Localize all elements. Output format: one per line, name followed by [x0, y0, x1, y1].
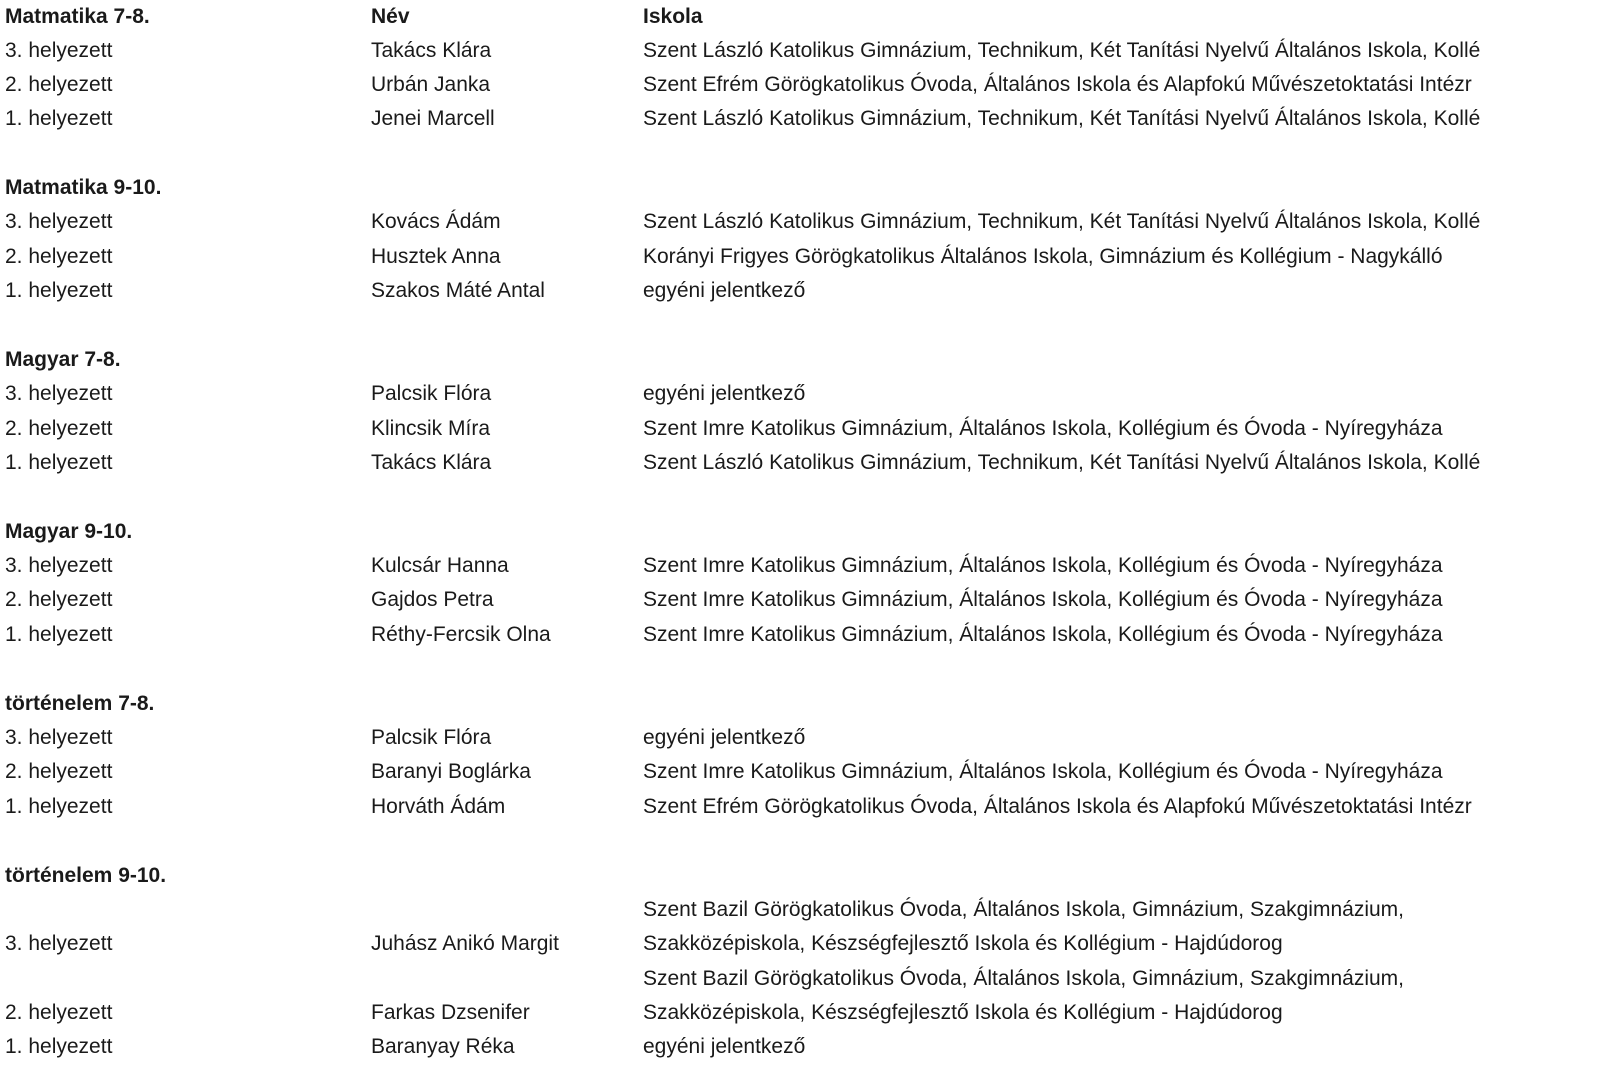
school-name: Szent Imre Katolikus Gimnázium, Általános Iskola, Kollégium és Óvoda - Nyíregyháza — [643, 417, 1443, 440]
table-row — [0, 996, 1600, 1030]
table-row — [0, 446, 1600, 480]
student-name: Horváth Ádám — [371, 795, 506, 818]
place-label: 1. helyezett — [5, 623, 113, 646]
school-name: Szent László Katolikus Gimnázium, Technikum, Két Tanítási Nyelvű Általános Iskola, Kollé — [643, 39, 1481, 62]
place-label: 3. helyezett — [5, 39, 113, 62]
place-label: 2. helyezett — [5, 1001, 113, 1024]
student-name: Takács Klára — [371, 451, 492, 474]
place-label: 2. helyezett — [5, 245, 113, 268]
school-name: Szent Efrém Görögkatolikus Óvoda, Általános Iskola és Alapfokú Művészetoktatási Intézr — [643, 795, 1472, 818]
table-row — [0, 102, 1600, 136]
place-label: 1. helyezett — [5, 1035, 113, 1058]
table-row — [0, 274, 1600, 308]
place-label: 2. helyezett — [5, 588, 113, 611]
table-row — [0, 583, 1600, 617]
table-row — [0, 68, 1600, 102]
place-label: 1. helyezett — [5, 107, 113, 130]
place-label: 3. helyezett — [5, 210, 113, 233]
student-name: Klincsik Míra — [371, 417, 491, 440]
student-name: Urbán Janka — [371, 73, 491, 96]
table-row — [0, 205, 1600, 239]
student-name: Juhász Anikó Margit — [371, 932, 559, 955]
table-row — [0, 1030, 1600, 1064]
school-name: Szent László Katolikus Gimnázium, Technikum, Két Tanítási Nyelvű Általános Iskola, Kollé — [643, 107, 1481, 130]
student-name: Kulcsár Hanna — [371, 554, 509, 577]
section-title: Magyar 7-8. — [5, 348, 121, 371]
section-title: Matmatika 9-10. — [5, 176, 162, 199]
section-title-row — [0, 687, 1600, 721]
school-line-row — [0, 962, 1600, 996]
student-name: Baranyay Réka — [371, 1035, 515, 1058]
place-label: 2. helyezett — [5, 73, 113, 96]
place-label: 3. helyezett — [5, 382, 113, 405]
student-name: Kovács Ádám — [371, 210, 501, 233]
school-name: Szent László Katolikus Gimnázium, Technikum, Két Tanítási Nyelvű Általános Iskola, Kollé — [643, 210, 1481, 233]
student-name: Baranyi Boglárka — [371, 760, 531, 783]
table-row — [0, 549, 1600, 583]
student-name: Farkas Dzsenifer — [371, 1001, 530, 1024]
student-name: Takács Klára — [371, 39, 492, 62]
school-name: Szent Imre Katolikus Gimnázium, Általános Iskola, Kollégium és Óvoda - Nyíregyháza — [643, 623, 1443, 646]
section-title: történelem 7-8. — [5, 692, 155, 715]
table-row — [0, 412, 1600, 446]
student-name: Szakos Máté Antal — [371, 279, 545, 302]
school-name: Korányi Frigyes Görögkatolikus Általános Iskola, Gimnázium és Kollégium - Nagykálló — [643, 245, 1443, 268]
section-title: Magyar 9-10. — [5, 520, 133, 543]
column-header-name: Név — [371, 5, 410, 28]
student-name: Réthy-Fercsik Olna — [371, 623, 551, 646]
place-label: 2. helyezett — [5, 760, 113, 783]
table-row — [0, 721, 1600, 755]
place-label: 1. helyezett — [5, 279, 113, 302]
student-name: Palcsik Flóra — [371, 726, 492, 749]
school-name: Szent Imre Katolikus Gimnázium, Általános Iskola, Kollégium és Óvoda - Nyíregyháza — [643, 588, 1443, 611]
school-name: Szent Imre Katolikus Gimnázium, Általános Iskola, Kollégium és Óvoda - Nyíregyháza — [643, 554, 1443, 577]
table-row — [0, 790, 1600, 824]
section-title-row — [0, 515, 1600, 549]
section-title-row — [0, 171, 1600, 205]
table-row — [0, 618, 1600, 652]
place-label: 2. helyezett — [5, 417, 113, 440]
table-row — [0, 240, 1600, 274]
header-row — [0, 0, 1600, 34]
place-label: 3. helyezett — [5, 554, 113, 577]
section-title: történelem 9-10. — [5, 864, 167, 887]
student-name: Gajdos Petra — [371, 588, 494, 611]
school-name: Szent Imre Katolikus Gimnázium, Általános Iskola, Kollégium és Óvoda - Nyíregyháza — [643, 760, 1443, 783]
column-header-school: Iskola — [643, 5, 703, 28]
school-name: Szent László Katolikus Gimnázium, Technikum, Két Tanítási Nyelvű Általános Iskola, Kollé — [643, 451, 1481, 474]
school-name: egyéni jelentkező — [643, 1035, 806, 1058]
student-name: Palcsik Flóra — [371, 382, 492, 405]
school-name-line1: Szent Bazil Görögkatolikus Óvoda, Általános Iskola, Gimnázium, Szakgimnázium, — [643, 898, 1404, 921]
school-name-line2: Szakközépiskola, Készségfejlesztő Iskola és Kollégium - Hajdúdorog — [643, 1001, 1283, 1024]
school-name-line1: Szent Bazil Görögkatolikus Óvoda, Általános Iskola, Gimnázium, Szakgimnázium, — [643, 967, 1404, 990]
place-label: 1. helyezett — [5, 795, 113, 818]
table-row — [0, 755, 1600, 789]
table-row — [0, 34, 1600, 68]
place-label: 1. helyezett — [5, 451, 113, 474]
section-title-row — [0, 859, 1600, 893]
school-name: egyéni jelentkező — [643, 382, 806, 405]
section-title-row — [0, 343, 1600, 377]
student-name: Jenei Marcell — [371, 107, 495, 130]
school-name-line2: Szakközépiskola, Készségfejlesztő Iskola és Kollégium - Hajdúdorog — [643, 932, 1283, 955]
school-name: egyéni jelentkező — [643, 279, 806, 302]
school-name: Szent Efrém Görögkatolikus Óvoda, Általános Iskola és Alapfokú Művészetoktatási Intézr — [643, 73, 1472, 96]
place-label: 3. helyezett — [5, 932, 113, 955]
school-name: egyéni jelentkező — [643, 726, 806, 749]
table-row — [0, 377, 1600, 411]
place-label: 3. helyezett — [5, 726, 113, 749]
section-title: Matmatika 7-8. — [5, 5, 150, 28]
student-name: Husztek Anna — [371, 245, 501, 268]
table-row — [0, 927, 1600, 961]
school-line-row — [0, 893, 1600, 927]
